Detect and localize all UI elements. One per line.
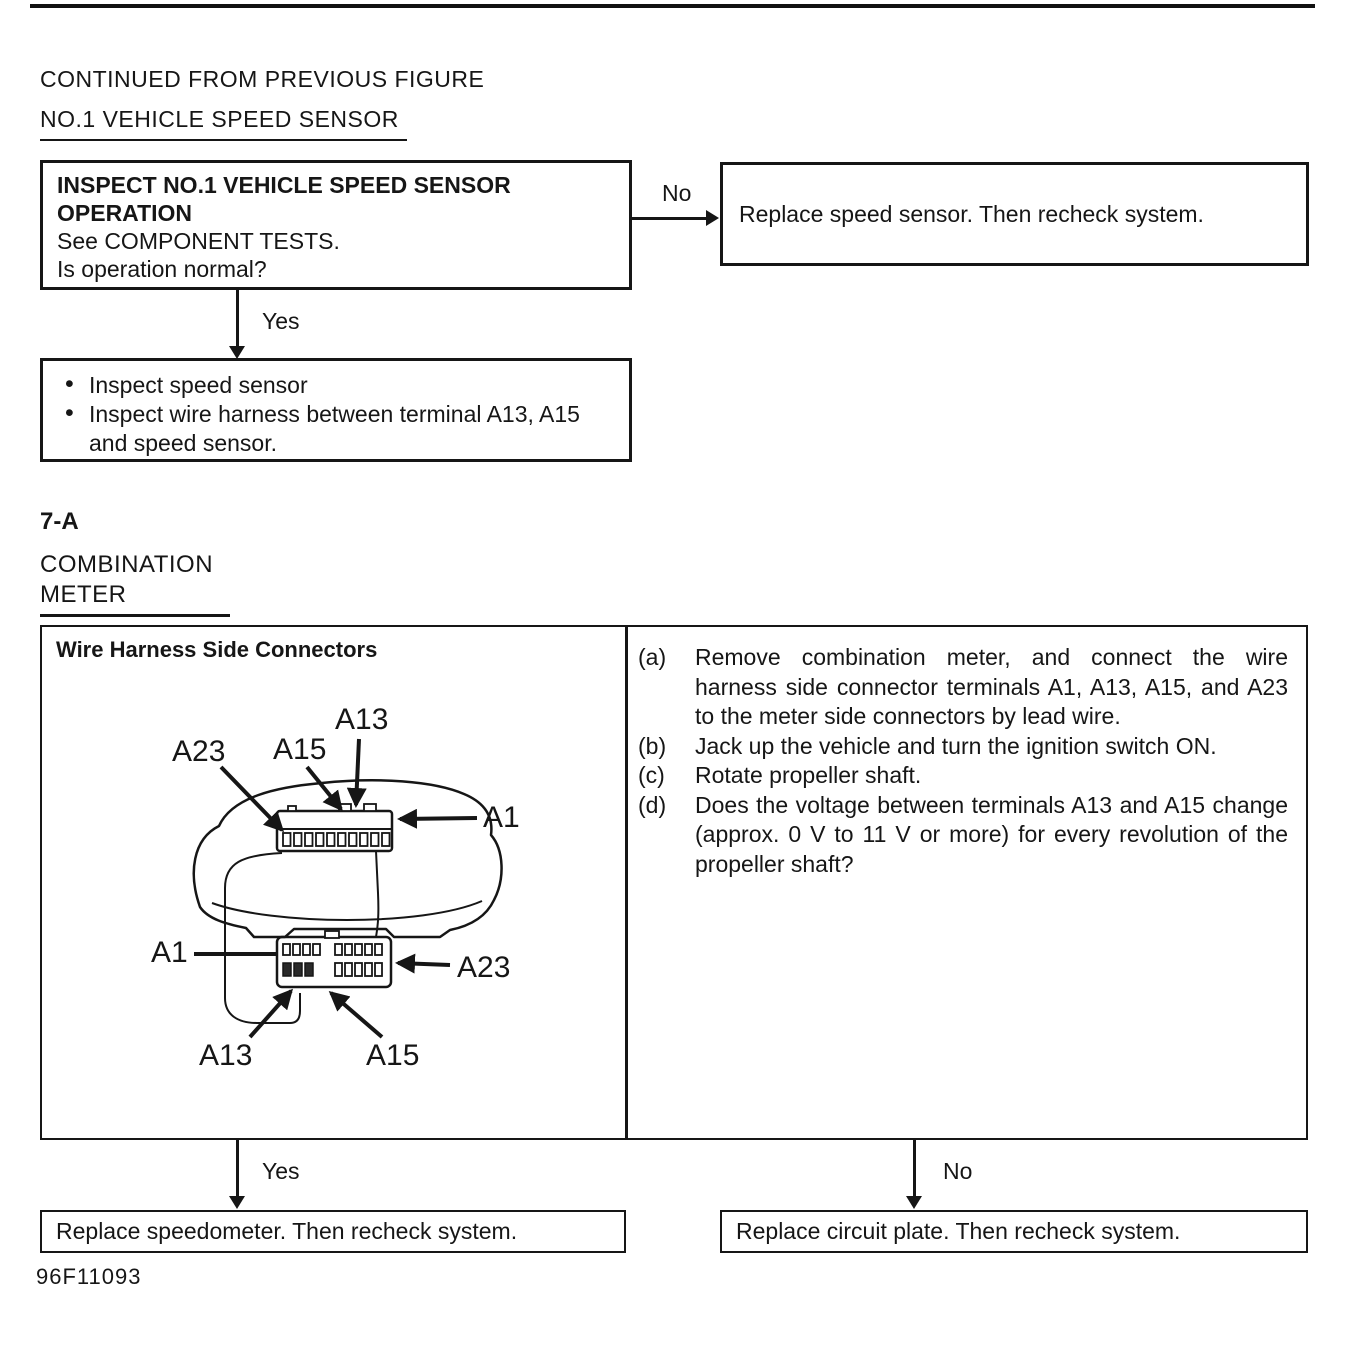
flow-node-title: INSPECT NO.1 VEHICLE SPEED SENSOR OPERATION: [57, 172, 511, 226]
step-letter: (a): [638, 644, 667, 670]
section-name: [40, 550, 213, 610]
arrow-yes-top-line: [236, 290, 239, 348]
continued-note: CONTINUED FROM PREVIOUS FIGURE: [40, 66, 485, 92]
procedure-step-a: [638, 643, 1288, 732]
flow-node-inspect-actions: [40, 358, 632, 462]
flow-node-replace-speed-sensor: [720, 162, 1309, 266]
branch-label-no-top: No: [662, 180, 692, 206]
action-item: [59, 371, 613, 400]
connector-label-a15-upper: A15: [273, 733, 327, 766]
step-text: Remove combination meter, and connect the wire harness side connector terminals A1, A13, A15, and A23 to the meter side connectors by lead wire.: [695, 644, 1288, 729]
step-text: Jack up the vehicle and turn the ignition switch ON.: [695, 732, 1217, 759]
step-text: Rotate propeller shaft.: [695, 762, 922, 788]
arrow-no-top-line: [632, 217, 708, 220]
upper-connector: [277, 804, 392, 851]
arrow-yes-bottom-head: [229, 1196, 245, 1209]
action-item-text: Inspect speed sensor: [89, 372, 308, 398]
page-top-rule: [30, 4, 1315, 8]
flow-node-meter-test: [40, 625, 1308, 1140]
action-item: [59, 400, 613, 458]
step-text: Does the voltage between terminals A13 and A15 change (approx. 0 V to 11 V or more) for every revolution of the propeller shaft?: [695, 791, 1288, 877]
lower-connector: [277, 931, 391, 987]
connector-label-a1-lower: A1: [151, 936, 188, 969]
section-name-line2: METER: [40, 581, 127, 608]
section-name-line1: COMBINATION: [40, 551, 214, 578]
connector-label-a1-upper: A1: [483, 801, 520, 834]
figure-code: 96F11093: [36, 1264, 142, 1289]
flow-node-text: Replace speedometer. Then recheck system.: [56, 1218, 518, 1244]
procedure-step-c: [638, 761, 1288, 791]
page-title: NO.1 VEHICLE SPEED SENSOR: [40, 106, 407, 141]
flow-node-text: Replace circuit plate. Then recheck system.: [736, 1218, 1181, 1244]
upper-connector-pins: [283, 833, 390, 846]
flow-node-text: Replace speed sensor. Then recheck system.: [739, 200, 1204, 227]
branch-label-yes-top: Yes: [262, 308, 300, 334]
flow-node-replace-circuit-plate: [720, 1210, 1308, 1253]
section-underline: [40, 614, 230, 617]
flow-node-question: Is operation normal?: [57, 256, 267, 282]
step-letter: (d): [638, 791, 667, 818]
flow-node-inspect-sensor: [40, 160, 632, 290]
branch-label-yes-bottom: Yes: [262, 1158, 300, 1184]
arrow-no-top-head: [706, 210, 719, 226]
callout-arrow-a13-upper: [356, 739, 359, 805]
callout-arrow-a1-upper: [400, 818, 477, 819]
meter-housing-inner-line: [212, 901, 482, 920]
procedure-step-d: [638, 791, 1288, 880]
flow-node-replace-speedometer: [40, 1210, 626, 1253]
branch-label-no-bottom: No: [943, 1158, 973, 1184]
procedure-steps: [638, 643, 1288, 879]
diagram-title: Wire Harness Side Connectors: [56, 637, 378, 662]
arrow-no-bottom-head: [906, 1196, 922, 1209]
step-letter: (b): [638, 732, 667, 759]
connector-label-a23-lower: A23: [457, 951, 511, 984]
callout-arrow-a15-lower: [331, 993, 382, 1037]
step-letter: (c): [638, 762, 665, 788]
callout-arrow-a13-lower: [250, 991, 291, 1037]
action-item-text: Inspect wire harness between terminal A13, A15 and speed sensor.: [89, 401, 580, 456]
section-step-code: 7-A: [40, 508, 79, 535]
test-box-divider: [625, 627, 628, 1138]
callout-arrow-a15-upper: [307, 767, 341, 809]
connector-diagram: [42, 663, 625, 1135]
connector-label-a13-lower: A13: [199, 1039, 253, 1072]
wire-right-drop: [376, 851, 378, 937]
connector-label-a15-lower: A15: [366, 1039, 420, 1072]
arrow-no-bottom-line: [913, 1140, 916, 1198]
procedure-step-b: [638, 732, 1288, 762]
callout-arrow-a23-upper: [221, 767, 282, 830]
connector-label-a23-upper: A23: [172, 735, 226, 768]
flow-node-reference: See COMPONENT TESTS.: [57, 228, 340, 254]
arrow-yes-bottom-line: [236, 1140, 239, 1198]
connector-label-a13-upper: A13: [335, 703, 389, 736]
lower-connector-pins: [283, 944, 382, 976]
callout-arrow-a23-lower: [398, 963, 450, 965]
